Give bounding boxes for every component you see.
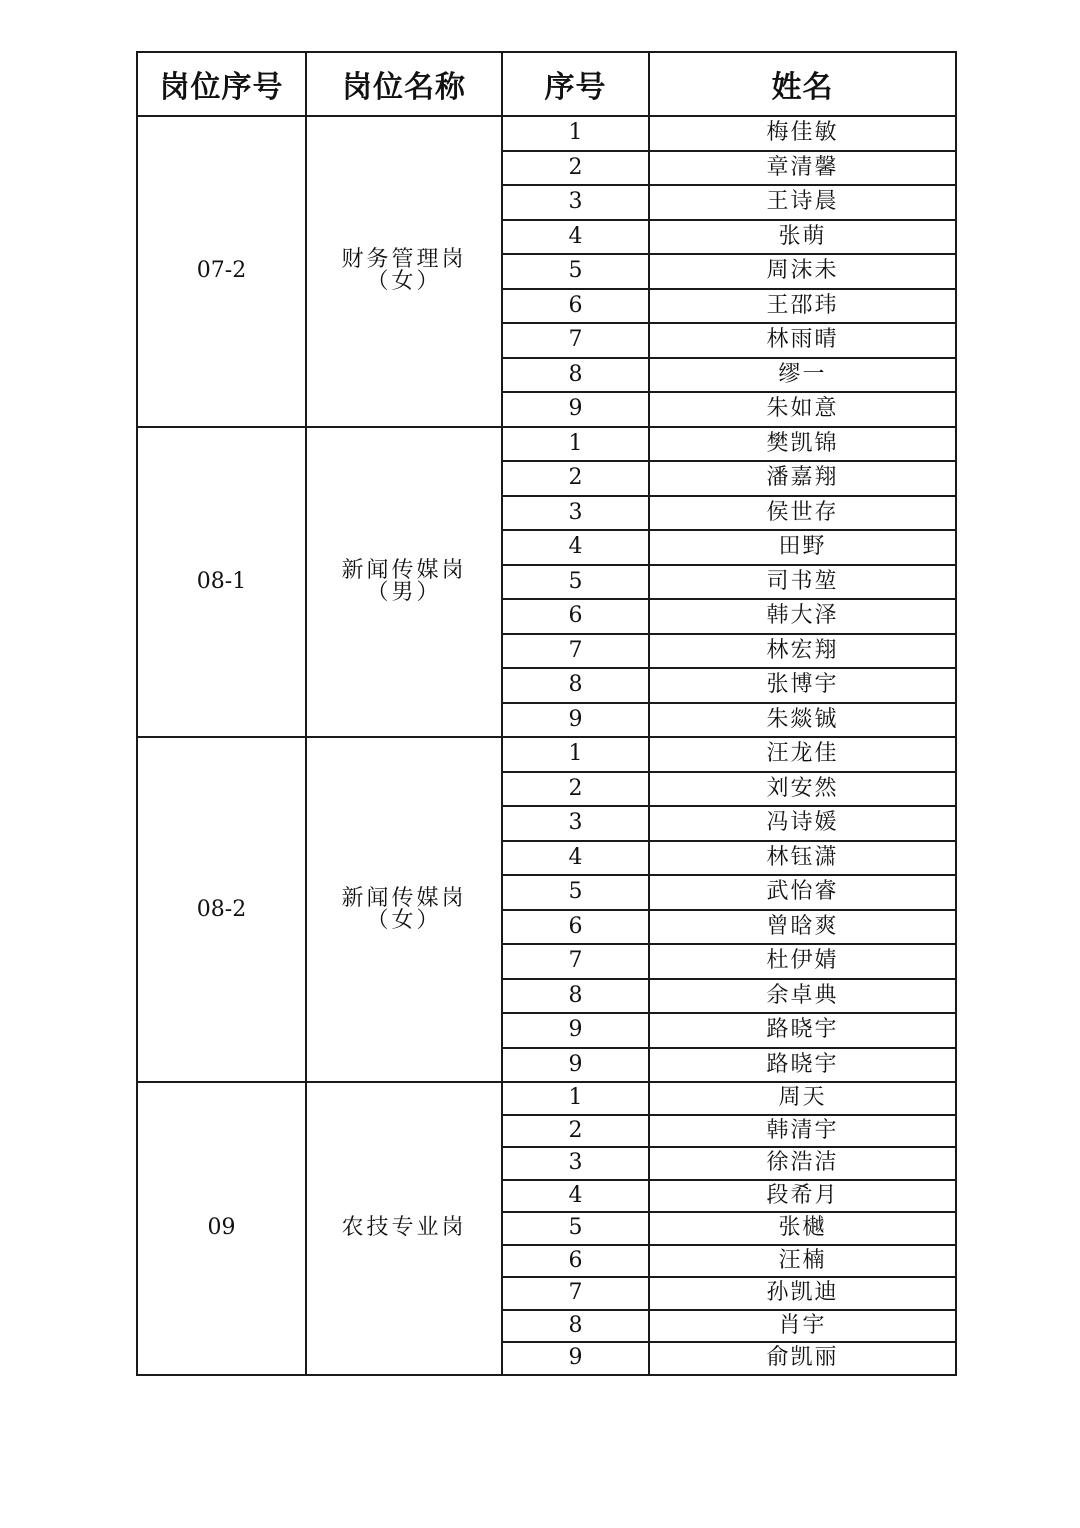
- seq-cell: 9: [502, 392, 649, 427]
- post-name-line2: （男）: [366, 579, 442, 605]
- post-name-cell: [306, 737, 502, 1082]
- seq-cell: 3: [502, 806, 649, 841]
- seq-cell: 3: [502, 1147, 649, 1180]
- roster-table: [136, 51, 957, 1376]
- name-cell: 武怡睿: [649, 875, 956, 910]
- seq-cell: 6: [502, 910, 649, 945]
- name-cell: 侯世存: [649, 496, 956, 531]
- seq-cell: 1: [502, 1082, 649, 1115]
- seq-cell: 9: [502, 1013, 649, 1048]
- post-name-cell: [306, 427, 502, 738]
- name-cell: 俞凯丽: [649, 1342, 956, 1375]
- post-name-line1: 农技专业岗: [341, 1215, 467, 1241]
- header-post-code: 岗位序号: [137, 52, 306, 116]
- seq-cell: 1: [502, 737, 649, 772]
- seq-cell: 7: [502, 1277, 649, 1310]
- name-cell: 韩清宇: [649, 1115, 956, 1148]
- seq-cell: 3: [502, 496, 649, 531]
- name-cell: 余卓典: [649, 979, 956, 1014]
- post-name-cell: [306, 1082, 502, 1375]
- post-name-line1: 新闻传媒岗: [341, 885, 467, 911]
- name-cell: 杜伊婧: [649, 944, 956, 979]
- seq-cell: 3: [502, 185, 649, 220]
- name-cell: 潘嘉翔: [649, 461, 956, 496]
- name-cell: 张萌: [649, 220, 956, 255]
- seq-cell: 8: [502, 1310, 649, 1343]
- seq-cell: 2: [502, 772, 649, 807]
- post-code-cell: 09: [137, 1082, 306, 1375]
- seq-cell: 9: [502, 1048, 649, 1083]
- seq-cell: 1: [502, 116, 649, 151]
- header-seq: 序号: [502, 52, 649, 116]
- name-cell: 徐浩洁: [649, 1147, 956, 1180]
- name-cell: 朱如意: [649, 392, 956, 427]
- seq-cell: 5: [502, 875, 649, 910]
- name-cell: 段希月: [649, 1180, 956, 1213]
- seq-cell: 2: [502, 151, 649, 186]
- name-cell: 曾晗爽: [649, 910, 956, 945]
- seq-cell: 4: [502, 530, 649, 565]
- name-cell: 周沫未: [649, 254, 956, 289]
- post-name-line2: （女）: [366, 269, 442, 295]
- roster-body: [137, 116, 956, 1375]
- seq-cell: 2: [502, 1115, 649, 1148]
- table-row: [137, 1082, 956, 1115]
- table-row: [137, 737, 956, 772]
- seq-cell: 5: [502, 565, 649, 600]
- name-cell: 孙凯迪: [649, 1277, 956, 1310]
- seq-cell: 8: [502, 979, 649, 1014]
- seq-cell: 6: [502, 599, 649, 634]
- name-cell: 王邵玮: [649, 289, 956, 324]
- header-name: 姓名: [649, 52, 956, 116]
- name-cell: 林雨晴: [649, 323, 956, 358]
- post-name-line1: 财务管理岗: [341, 247, 467, 273]
- name-cell: 章清馨: [649, 151, 956, 186]
- name-cell: 汪楠: [649, 1245, 956, 1278]
- name-cell: 樊凯锦: [649, 427, 956, 462]
- name-cell: 刘安然: [649, 772, 956, 807]
- seq-cell: 6: [502, 289, 649, 324]
- table-row: [137, 116, 956, 151]
- post-name-line2: （女）: [366, 907, 442, 933]
- table-row: [137, 427, 956, 462]
- seq-cell: 9: [502, 703, 649, 738]
- seq-cell: 5: [502, 254, 649, 289]
- name-cell: 林宏翔: [649, 634, 956, 669]
- post-code-cell: 08-2: [137, 737, 306, 1082]
- name-cell: 冯诗媛: [649, 806, 956, 841]
- seq-cell: 4: [502, 220, 649, 255]
- name-cell: 林钰潇: [649, 841, 956, 876]
- post-name-line1: 新闻传媒岗: [341, 557, 467, 583]
- header-row: [137, 52, 956, 116]
- seq-cell: 7: [502, 323, 649, 358]
- name-cell: 韩大泽: [649, 599, 956, 634]
- seq-cell: 6: [502, 1245, 649, 1278]
- name-cell: 汪龙佳: [649, 737, 956, 772]
- seq-cell: 2: [502, 461, 649, 496]
- post-code-cell: 08-1: [137, 427, 306, 738]
- seq-cell: 1: [502, 427, 649, 462]
- name-cell: 周天: [649, 1082, 956, 1115]
- seq-cell: 4: [502, 841, 649, 876]
- seq-cell: 5: [502, 1212, 649, 1245]
- name-cell: 司书堃: [649, 565, 956, 600]
- post-code-cell: 07-2: [137, 116, 306, 427]
- header-post-name: 岗位名称: [306, 52, 502, 116]
- name-cell: 朱燚铖: [649, 703, 956, 738]
- name-cell: 梅佳敏: [649, 116, 956, 151]
- name-cell: 张博宇: [649, 668, 956, 703]
- name-cell: 张樾: [649, 1212, 956, 1245]
- name-cell: 路晓宇: [649, 1013, 956, 1048]
- name-cell: 缪一: [649, 358, 956, 393]
- seq-cell: 7: [502, 634, 649, 669]
- name-cell: 路晓宇: [649, 1048, 956, 1083]
- post-name-cell: [306, 116, 502, 427]
- seq-cell: 8: [502, 668, 649, 703]
- seq-cell: 4: [502, 1180, 649, 1213]
- seq-cell: 9: [502, 1342, 649, 1375]
- name-cell: 王诗晨: [649, 185, 956, 220]
- name-cell: 肖宇: [649, 1310, 956, 1343]
- seq-cell: 8: [502, 358, 649, 393]
- seq-cell: 7: [502, 944, 649, 979]
- name-cell: 田野: [649, 530, 956, 565]
